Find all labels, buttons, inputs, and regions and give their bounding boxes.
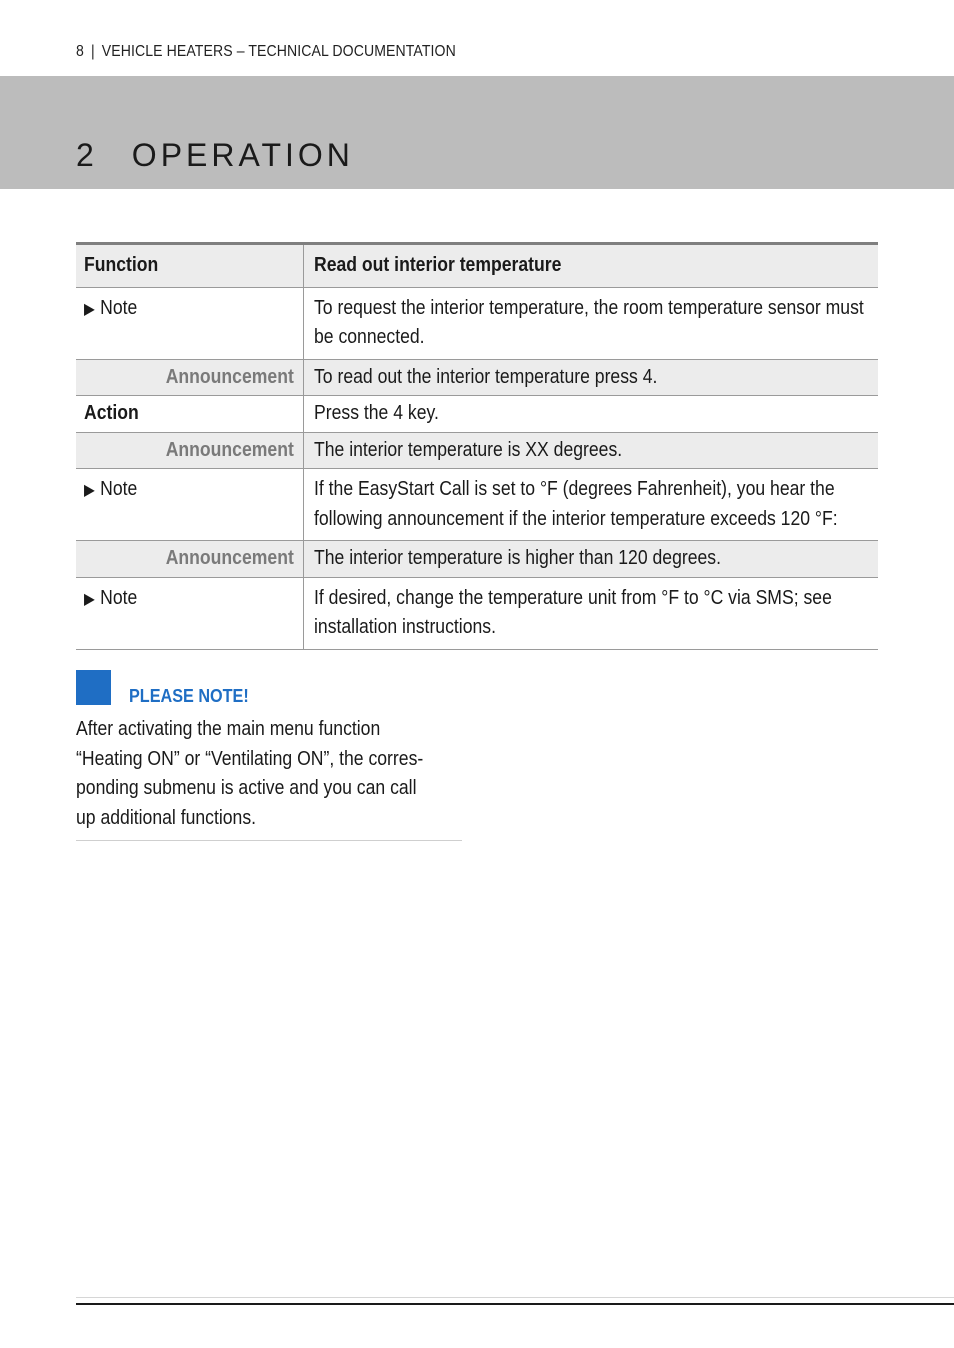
please-note-line: After activating the main menu function <box>76 718 381 740</box>
header-content-cell: Read out interior temperature <box>304 244 879 288</box>
table-row <box>76 577 878 649</box>
announcement-label-cell: Announcement <box>76 432 304 469</box>
please-note-line: ponding submenu is active and you can call <box>76 777 417 799</box>
operation-table <box>76 242 878 650</box>
please-note-heading: PLEASE NOTE! <box>129 686 249 706</box>
action-content-cell: Press the 4 key. <box>304 396 879 433</box>
note-content-cell: If the EasyStart Call is set to °F (degrees Fahrenheit), you hear the following announcement if the interior temperature exceeds 120 °F: <box>304 469 879 541</box>
blue-square-icon <box>76 670 111 705</box>
table-header-row <box>76 244 878 288</box>
running-head-separator: | <box>90 43 95 60</box>
triangle-right-icon: ▶ <box>84 482 95 499</box>
please-note-body <box>76 715 446 833</box>
note-content-cell: To request the interior temperature, the room temperature sensor must be connected. <box>304 287 879 359</box>
please-note-line: up additional functions. <box>76 806 257 829</box>
table-row <box>76 541 878 578</box>
note-label-cell: ▶ Note <box>76 469 304 541</box>
triangle-right-icon: ▶ <box>84 590 95 608</box>
table-row <box>76 359 878 396</box>
triangle-right-icon: ▶ <box>84 300 95 318</box>
footer-rule <box>76 1303 954 1305</box>
note-label-cell: ▶ Note <box>76 577 304 649</box>
table-row <box>76 287 878 359</box>
announcement-content-cell: The interior temperature is XX degrees. <box>304 432 879 469</box>
document-title: VEHICLE HEATERS – TECHNICAL DOCUMENTATION <box>101 43 456 60</box>
chapter-number: 2 <box>76 137 98 173</box>
table-row <box>76 469 878 541</box>
table-row <box>76 432 878 469</box>
action-label-cell: Action <box>76 396 304 433</box>
header-function-cell: Function <box>76 244 304 288</box>
footer-thin-rule <box>76 1297 954 1298</box>
chapter-heading <box>76 137 354 174</box>
announcement-content-cell: The interior temperature is higher than 120 degrees. <box>304 541 879 578</box>
announcement-content-cell: To read out the interior temperature press 4. <box>304 359 879 396</box>
announcement-label-cell: Announcement <box>76 359 304 396</box>
page-number: 8 <box>76 43 84 60</box>
running-head <box>76 43 456 61</box>
please-note-line: “Heating ON” or “Ventilating ON”, the corres- <box>76 747 424 770</box>
table-row <box>76 396 878 433</box>
note-label-cell: ▶ Note <box>76 287 304 359</box>
note-content-cell: If desired, change the temperature unit from °F to °C via SMS; see installation instructions. <box>304 577 879 649</box>
please-note-divider <box>76 840 462 841</box>
chapter-title: OPERATION <box>131 137 354 173</box>
announcement-label-cell: Announcement <box>76 541 304 578</box>
